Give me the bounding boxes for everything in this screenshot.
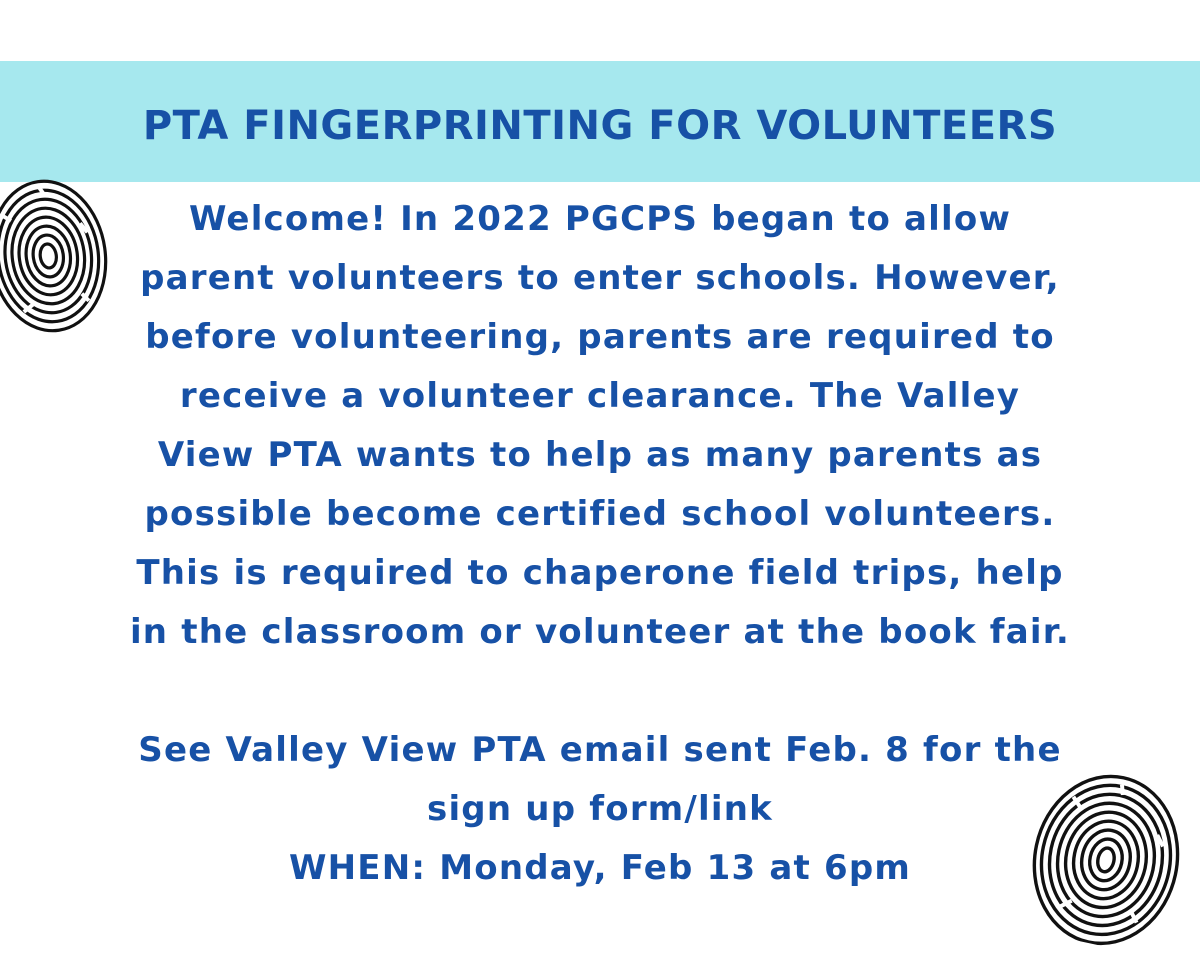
paragraph-line: View PTA wants to help as many parents as: [157, 435, 1043, 475]
paragraph-line: in the classroom or volunteer at the book fair.: [129, 612, 1071, 652]
paragraph-line: before volunteering, parents are required to: [145, 317, 1055, 357]
signup-line: sign up form/link: [427, 789, 773, 829]
signup-line: See Valley View PTA email sent Feb. 8 for the: [138, 730, 1062, 770]
paragraph-line: Welcome! In 2022 PGCPS began to allow: [188, 199, 1012, 239]
page-title: PTA FINGERPRINTING FOR VOLUNTEERS: [142, 103, 1058, 149]
paragraph-line: possible become certified school volunteers.: [144, 494, 1056, 534]
paragraph-line: This is required to chaperone field trips, help: [136, 553, 1064, 593]
fingerprint-icon: [0, 160, 121, 348]
paragraph-spacer: [0, 662, 1200, 721]
paragraph-line: parent volunteers to enter schools. However,: [140, 258, 1060, 298]
paragraph-line: receive a volunteer clearance. The Valley: [179, 376, 1021, 416]
event-when: WHEN: Monday, Feb 13 at 6pm: [288, 848, 912, 888]
flyer-body: [0, 190, 1200, 898]
